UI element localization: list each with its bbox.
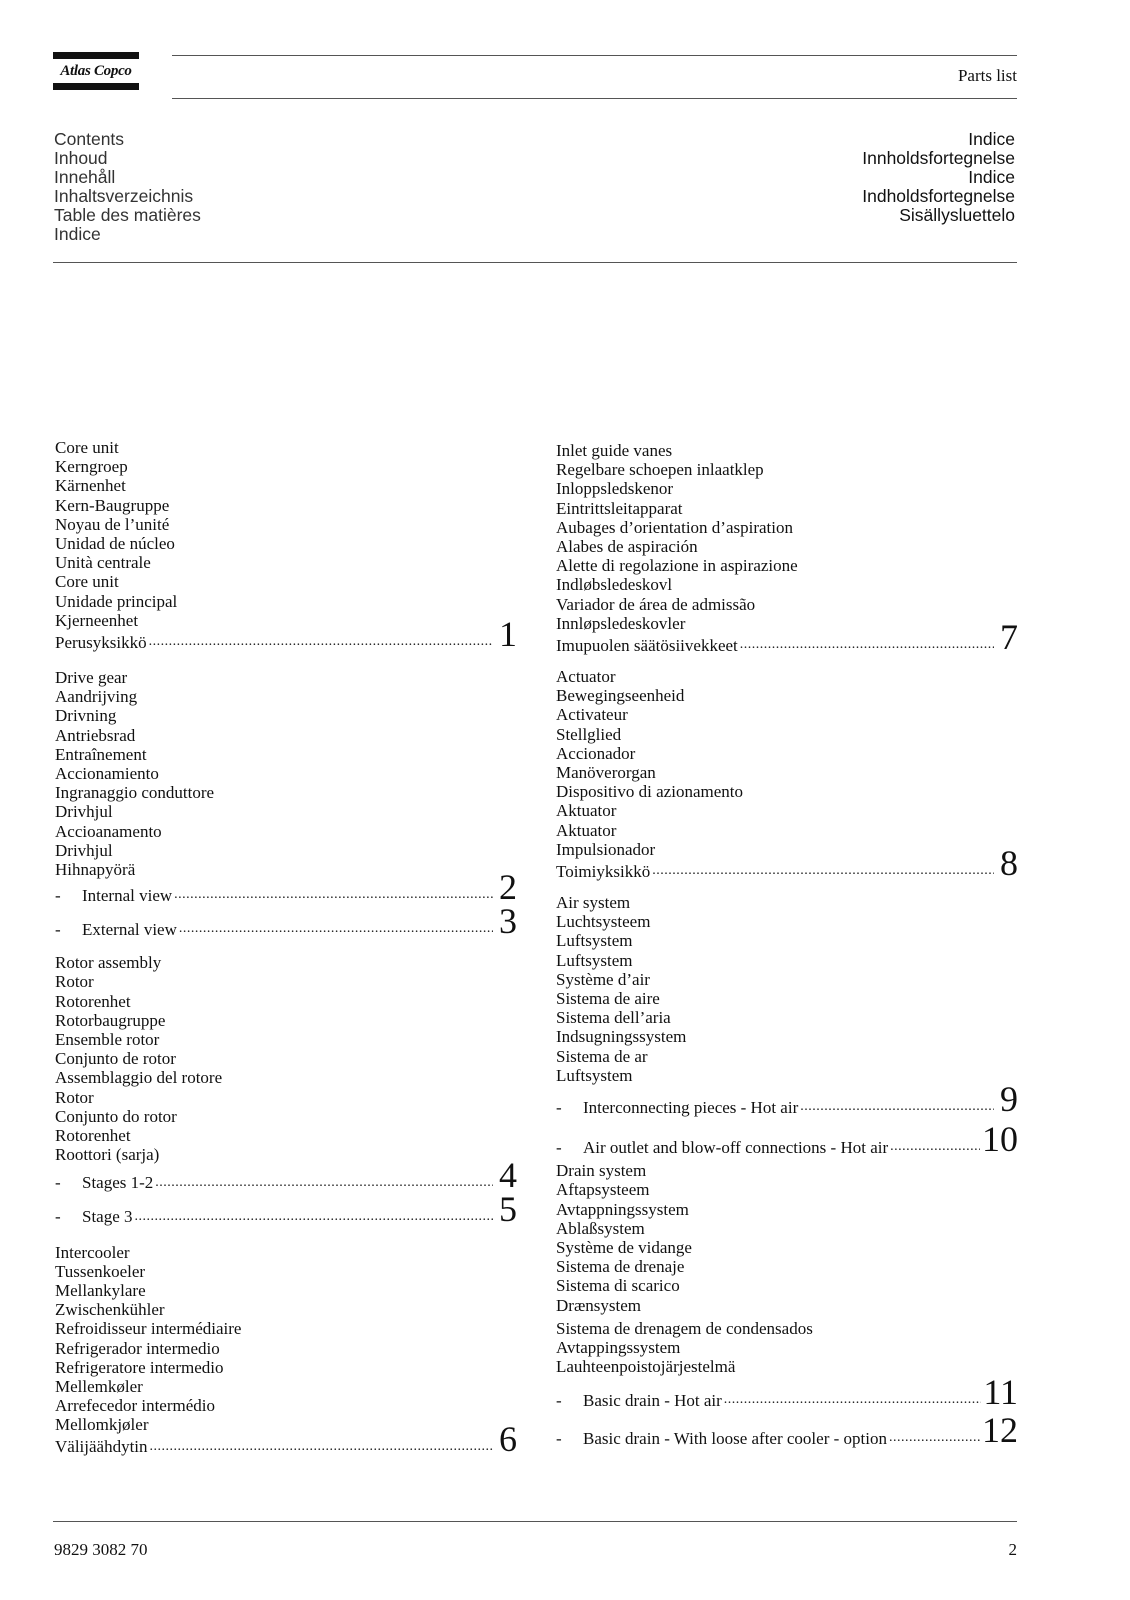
section-name: Sistema di scarico [556, 1276, 680, 1296]
document-number: 9829 3082 70 [54, 1540, 148, 1559]
section-name: Sistema de aire [556, 989, 660, 1009]
toc-section [55, 1243, 517, 1457]
section-name: Ingranaggio conduttore [55, 783, 215, 803]
section-name: Système d’air [556, 969, 650, 989]
section-name: Aftapsysteem [556, 1180, 650, 1200]
dot-leader [135, 1210, 493, 1224]
dot-leader [155, 1176, 493, 1190]
toc-section [556, 441, 1018, 658]
entry-label: Perusyksikkö [55, 632, 147, 652]
section-name: Innløpsledeskovler [556, 613, 686, 633]
section-name: Ablaßsystem [556, 1218, 645, 1238]
section-name: Rotor [55, 1087, 94, 1107]
section-name: Actuator [556, 667, 616, 687]
section-name: Accionador [556, 743, 636, 763]
section-name: Alette di regolazione in aspirazione [556, 556, 798, 576]
contents-title: Indice [54, 224, 101, 244]
section-name: Mellemkøler [55, 1376, 143, 1396]
section-name: Antriebsrad [55, 725, 136, 745]
section-name: Kern-Baugruppe [55, 495, 170, 515]
section-name: Mellankylare [55, 1280, 146, 1300]
entry-page-number: 7 [1000, 617, 1018, 658]
toc-column-left [55, 438, 517, 1457]
section-name: Drain system [556, 1161, 647, 1181]
entry-page-number: 3 [499, 901, 517, 942]
contents-titles-left [54, 130, 201, 244]
toc-section [556, 1161, 1018, 1451]
entry-page-number: 11 [983, 1372, 1018, 1413]
section-name: Sistema de ar [556, 1046, 648, 1066]
contents-title: Innehåll [54, 167, 116, 187]
toc-entry[interactable] [556, 1079, 1018, 1120]
entry-label: Välijäähdytin [55, 1437, 148, 1457]
section-name: Luftsystem [556, 931, 633, 951]
section-name: Drivhjul [55, 802, 113, 822]
entry-page-number: 8 [1000, 843, 1018, 884]
contents-title: Indice [968, 129, 1015, 149]
section-name: Luftsystem [556, 1065, 633, 1085]
toc-section [55, 438, 517, 655]
section-name: Indløbsledeskovl [556, 575, 673, 595]
section-name: Inloppsledskenor [556, 479, 674, 499]
section-name: Stellglied [556, 724, 622, 744]
section-name: Indsugningssystem [556, 1027, 687, 1047]
toc-section [556, 893, 1018, 1160]
section-name: Luftsystem [556, 950, 633, 970]
section-name: Activateur [556, 705, 628, 725]
section-name: Sistema de drenagem de condensados [556, 1318, 813, 1338]
section-name: Arrefecedor intermédio [55, 1396, 215, 1416]
section-name: Lauhteenpoistojärjestelmä [556, 1357, 736, 1377]
entry-label: Basic drain - Hot air [583, 1391, 722, 1411]
toc-section [556, 667, 1018, 884]
entry-dash: - [556, 1429, 562, 1449]
section-name: Tussenkoeler [55, 1261, 146, 1281]
section-name: Unidad de núcleo [55, 534, 175, 554]
contents-title: Sisällysluettelo [899, 205, 1015, 225]
section-name: Intercooler [55, 1242, 130, 1262]
section-name: Eintrittsleitapparat [556, 498, 683, 518]
page-number: 2 [1008, 1540, 1017, 1559]
entry-page-number: 10 [982, 1119, 1018, 1160]
section-name: Avtappningssystem [556, 1199, 689, 1219]
dot-leader [174, 888, 493, 902]
section-name: Conjunto do rotor [55, 1106, 177, 1126]
section-name: Ensemble rotor [55, 1030, 160, 1050]
section-name: Drænsystem [556, 1295, 641, 1315]
dot-leader [652, 864, 994, 878]
section-name: Refrigerador intermedio [55, 1338, 220, 1358]
section-name: Impulsionador [556, 839, 656, 859]
dot-leader [724, 1393, 982, 1407]
entry-page-number: 4 [499, 1154, 517, 1195]
section-name: Rotorenhet [55, 991, 131, 1011]
section-name: Aubages d’orientation d’aspiration [556, 517, 793, 537]
contents-title: Innholdsfortegnelse [862, 148, 1015, 168]
dot-leader [179, 922, 493, 936]
section-name: Kärnenhet [55, 476, 126, 496]
dot-leader [890, 1140, 980, 1154]
dot-leader [150, 1440, 493, 1454]
section-name: Conjunto de rotor [55, 1049, 176, 1069]
entry-dash: - [55, 1207, 61, 1227]
entry-dash: - [55, 920, 61, 940]
section-name: Hihnapyörä [55, 860, 136, 880]
section-name: Rotorenhet [55, 1126, 131, 1146]
contents-title: Indice [968, 167, 1015, 187]
entry-label: Interconnecting pieces - Hot air [583, 1097, 799, 1117]
entry-dash: - [556, 1137, 562, 1157]
section-name: Luchtsysteem [556, 912, 651, 932]
contents-titles-right [862, 130, 1015, 225]
section-name: Sistema dell’aria [556, 1008, 671, 1028]
contents-title: Contents [54, 129, 125, 149]
toc-entry[interactable] [55, 901, 517, 942]
section-name: Drive gear [55, 668, 128, 688]
section-name: Regelbare schoepen inlaatklep [556, 460, 764, 480]
header-rule-top [172, 55, 1017, 56]
entry-dash: - [556, 1097, 562, 1117]
toc-entry[interactable] [556, 1119, 1018, 1160]
entry-page-number: 9 [1000, 1079, 1018, 1120]
section-name: Système de vidange [556, 1237, 692, 1257]
logo-bar-bottom [53, 83, 139, 90]
section-name: Rotor [55, 972, 94, 992]
entry-page-number: 12 [982, 1410, 1018, 1451]
entry-dash: - [55, 886, 61, 906]
section-name: Dispositivo di azionamento [556, 782, 743, 802]
section-name: Bewegingseenheid [556, 686, 685, 706]
header-rule-bottom [172, 98, 1017, 99]
entry-dash: - [556, 1391, 562, 1411]
document-type: Parts list [957, 66, 1017, 85]
toc-section [55, 668, 517, 942]
atlas-copco-logo [53, 52, 139, 92]
entry-page-number: 5 [499, 1188, 517, 1229]
toc-entry[interactable] [556, 1372, 1018, 1413]
section-name: Alabes de aspiración [556, 537, 698, 557]
section-name: Drivning [55, 706, 117, 726]
section-name: Kjerneenhet [55, 610, 139, 630]
section-name: Unidade principal [55, 591, 178, 611]
section-name: Air system [556, 893, 631, 913]
toc-section [55, 953, 517, 1229]
logo-bar-top [53, 52, 139, 59]
entry-page-number: 2 [499, 867, 517, 908]
section-name: Aktuator [556, 820, 617, 840]
section-name: Kerngroep [55, 457, 128, 477]
section-name: Sistema de drenaje [556, 1257, 685, 1277]
section-name: Inlet guide vanes [556, 441, 673, 460]
dot-leader [889, 1431, 980, 1445]
entry-label: Toimiyksikkö [556, 861, 651, 881]
section-name: Assemblaggio del rotore [55, 1068, 223, 1088]
section-name: Accionamiento [55, 764, 159, 784]
entry-dash: - [55, 1173, 61, 1193]
entry-label: Air outlet and blow-off connections - Hot air [583, 1137, 889, 1157]
dot-leader [740, 638, 994, 652]
section-name: Unità centrale [55, 553, 151, 573]
section-name: Entraînement [55, 744, 147, 764]
entry-label: Internal view [82, 886, 173, 906]
contents-rule [53, 262, 1017, 263]
toc-column-right [556, 441, 1018, 1451]
entry-label: Stages 1-2 [82, 1173, 154, 1193]
section-name: Rotor assembly [55, 953, 162, 973]
section-name: Aktuator [556, 801, 617, 821]
footer-rule [53, 1521, 1017, 1522]
entry-label: Imupuolen säätösiivekkeet [556, 635, 738, 655]
section-name: Noyau de l’unité [55, 514, 170, 534]
toc-entry[interactable] [55, 1188, 517, 1229]
toc-entry[interactable] [556, 1410, 1018, 1451]
entry-page-number: 1 [499, 614, 517, 655]
entry-label: External view [82, 920, 177, 940]
contents-title: Inhoud [54, 148, 108, 168]
section-name: Rotorbaugruppe [55, 1010, 166, 1030]
dot-leader [149, 635, 493, 649]
entry-label: Stage 3 [82, 1207, 133, 1227]
section-name: Variador de área de admissão [556, 594, 756, 614]
section-name: Zwischenkühler [55, 1300, 165, 1320]
section-name: Mellomkjøler [55, 1415, 149, 1435]
section-name: Roottori (sarja) [55, 1145, 160, 1165]
section-name: Refroidisseur intermédiaire [55, 1319, 242, 1339]
section-name: Refrigeratore intermedio [55, 1357, 224, 1377]
contents-title: Inhaltsverzeichnis [54, 186, 194, 206]
section-name: Avtappingssystem [556, 1337, 681, 1357]
section-name: Core unit [55, 572, 119, 592]
contents-title: Table des matières [54, 205, 201, 225]
section-name: Core unit [55, 438, 119, 457]
section-name: Drivhjul [55, 840, 113, 860]
dot-leader [800, 1100, 994, 1114]
logo-wordmark: Atlas Copco [60, 63, 132, 79]
section-name: Aandrijving [55, 687, 138, 707]
entry-label: Basic drain - With loose after cooler - option [583, 1429, 887, 1449]
section-name: Manöverorgan [556, 763, 656, 783]
contents-title: Indholdsfortegnelse [862, 186, 1015, 206]
section-name: Accioanamento [55, 821, 162, 841]
entry-page-number: 6 [499, 1418, 517, 1459]
